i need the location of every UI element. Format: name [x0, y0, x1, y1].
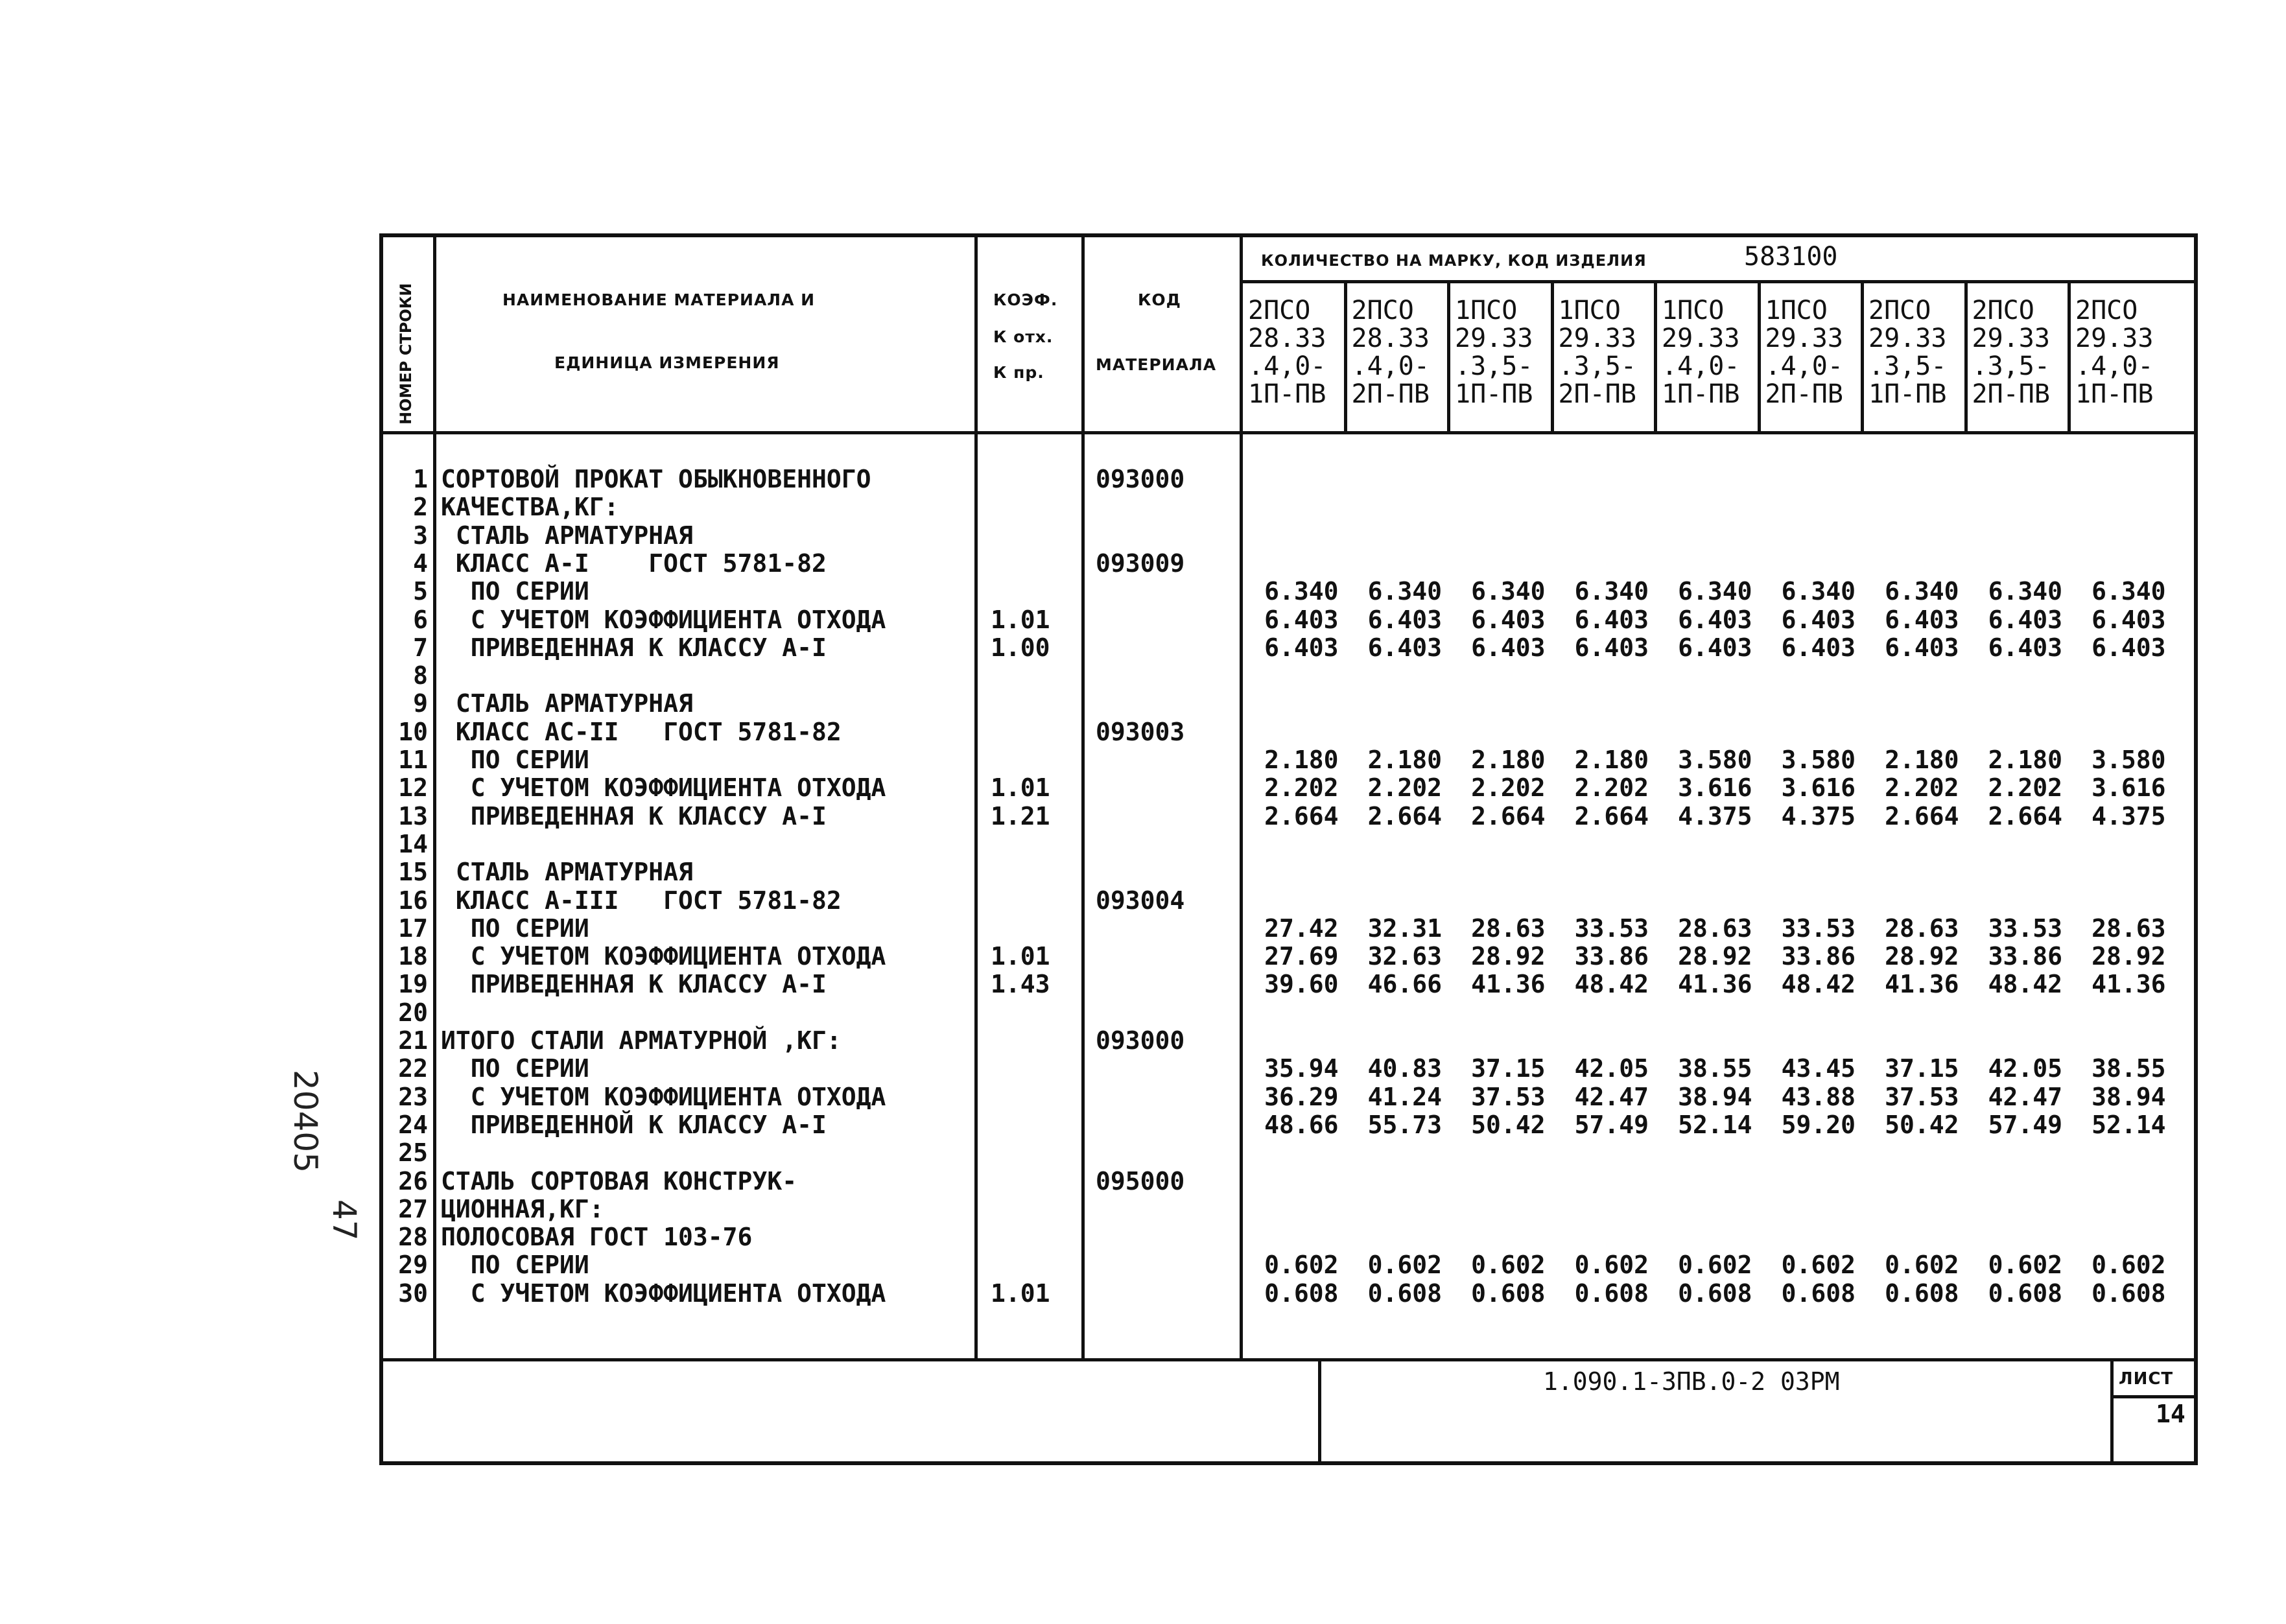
row-number: 15	[398, 858, 428, 887]
row-number: 17	[398, 913, 428, 943]
quantity-cell: 0.602	[1678, 1251, 1752, 1280]
quantity-cell: 6.403	[1885, 605, 1959, 634]
quantity-cell: 3.616	[2092, 773, 2166, 803]
quantity-cell: 6.403	[1781, 605, 1856, 634]
quantity-cell: 2.180	[1471, 746, 1546, 774]
mark-header-line: 1П-ПВ	[1455, 379, 1533, 409]
material-name: ИТОГО СТАЛИ АРМАТУРНОЙ ,КГ:	[441, 1026, 842, 1055]
quantity-cell: 0.602	[1988, 1251, 2062, 1280]
quantity-cell: 2.180	[1367, 746, 1442, 774]
header-coef-line1: КОЭФ.	[993, 290, 1058, 309]
material-name: СТАЛЬ АРМАТУРНАЯ	[441, 689, 693, 718]
quantity-cell: 37.53	[1471, 1082, 1546, 1111]
quantity-cell: 59.20	[1781, 1110, 1856, 1139]
mark-column-line	[2068, 280, 2071, 432]
mark-column-line	[1447, 280, 1450, 432]
mark-header-line: 29.33	[1662, 324, 1740, 353]
mark-column-line	[1964, 280, 1968, 432]
quantity-cell: 55.73	[1367, 1110, 1442, 1139]
material-code: 093000	[1096, 1026, 1185, 1055]
quantity-cell: 0.608	[1471, 1278, 1546, 1308]
mark-header-line: 2П-ПВ	[1972, 379, 2050, 409]
material-name: ПО СЕРИИ	[441, 1054, 589, 1083]
mark-header-line: 1П-ПВ	[1868, 379, 1947, 409]
material-name: С УЧЕТОМ КОЭФФИЦИЕНТА ОТХОДА	[441, 773, 886, 803]
quantity-cell: 2.202	[1574, 773, 1649, 803]
row-number: 30	[398, 1278, 428, 1308]
quantity-cell: 0.608	[1781, 1278, 1856, 1308]
side-stamp-inventory: 20405	[287, 1070, 324, 1173]
quantity-cell: 0.602	[1471, 1251, 1546, 1280]
mark-header-line: 2ПСО	[1351, 296, 1414, 325]
mark-header-line: .3,5-	[1455, 351, 1533, 381]
side-stamp-page: 47	[325, 1199, 363, 1241]
quantity-cell: 33.53	[1988, 913, 2062, 943]
quantity-cell: 50.42	[1885, 1110, 1959, 1139]
quantity-cell: 48.42	[1988, 970, 2062, 999]
quantity-cell: 6.340	[1264, 577, 1339, 606]
quantity-cell: 6.403	[1885, 633, 1959, 662]
quantity-cell: 0.608	[1574, 1278, 1649, 1308]
quantity-cell: 3.580	[1781, 746, 1856, 774]
material-name: ПРИВЕДЕННОЙ К КЛАССУ А-I	[441, 1110, 827, 1139]
quantity-cell: 28.92	[1471, 942, 1546, 971]
quantity-cell: 33.53	[1574, 913, 1649, 943]
quantity-cell: 2.180	[1264, 746, 1339, 774]
mark-header-line: 1П-ПВ	[1248, 379, 1326, 409]
mark-column-line	[1344, 280, 1347, 432]
quantity-cell: 6.403	[1471, 605, 1546, 634]
mark-header-line: 2П-ПВ	[1558, 379, 1636, 409]
row-number: 5	[413, 577, 428, 606]
row-number: 8	[413, 661, 428, 690]
quantity-cell: 28.63	[1471, 913, 1546, 943]
quantity-cell: 52.14	[2092, 1110, 2166, 1139]
quantity-cell: 57.49	[1574, 1110, 1649, 1139]
footer-line-sheet	[2110, 1358, 2114, 1465]
material-name: ПРИВЕДЕННАЯ К КЛАССУ А-I	[441, 970, 827, 999]
header-bottom-line	[379, 431, 2198, 434]
coefficient: 1.00	[991, 633, 1050, 662]
material-code: 093009	[1096, 548, 1185, 578]
material-code: 095000	[1096, 1166, 1185, 1195]
quantity-cell: 28.63	[2092, 913, 2166, 943]
quantity-cell: 4.375	[2092, 801, 2166, 830]
material-name: С УЧЕТОМ КОЭФФИЦИЕНТА ОТХОДА	[441, 605, 886, 634]
col-line-name	[974, 233, 978, 1361]
row-number: 21	[398, 1026, 428, 1055]
mark-header-line: 1П-ПВ	[2075, 379, 2154, 409]
mark-header-line: 28.33	[1248, 324, 1326, 353]
material-name: ЦИОННАЯ,КГ:	[441, 1194, 604, 1223]
header-coef-line2: К отх.	[993, 327, 1054, 346]
quantity-cell: 33.86	[1988, 942, 2062, 971]
quantity-cell: 42.47	[1574, 1082, 1649, 1111]
quantity-cell: 41.36	[1678, 970, 1752, 999]
header-code-line1: КОД	[1138, 290, 1181, 309]
row-number: 24	[398, 1110, 428, 1139]
coefficient: 1.01	[991, 942, 1050, 971]
quantity-cell: 41.36	[1885, 970, 1959, 999]
quantity-cell: 4.375	[1678, 801, 1752, 830]
quantity-cell: 2.180	[1885, 746, 1959, 774]
quantity-cell: 6.340	[1988, 577, 2062, 606]
row-number: 27	[398, 1194, 428, 1223]
quantity-cell: 6.403	[1678, 605, 1752, 634]
quantity-cell: 6.340	[1885, 577, 1959, 606]
quantity-cell: 6.340	[1678, 577, 1752, 606]
quantity-cell: 28.63	[1885, 913, 1959, 943]
quantity-cell: 28.92	[1885, 942, 1959, 971]
coefficient: 1.01	[991, 1278, 1050, 1308]
quantity-cell: 0.602	[1574, 1251, 1649, 1280]
mark-header-line: .3,5-	[1868, 351, 1947, 381]
mark-header-line: 29.33	[1765, 324, 1843, 353]
quantity-cell: 0.608	[2092, 1278, 2166, 1308]
quantity-cell: 2.664	[1471, 801, 1546, 830]
material-name: С УЧЕТОМ КОЭФФИЦИЕНТА ОТХОДА	[441, 1278, 886, 1308]
quantity-cell: 6.403	[1678, 633, 1752, 662]
quantity-cell: 36.29	[1264, 1082, 1339, 1111]
quantity-cell: 6.403	[1264, 605, 1339, 634]
material-name: ПО СЕРИИ	[441, 913, 589, 943]
quantity-cell: 52.14	[1678, 1110, 1752, 1139]
col-line-rowno	[433, 233, 436, 1361]
coefficient: 1.43	[991, 970, 1050, 999]
quantity-cell: 0.608	[1264, 1278, 1339, 1308]
row-number: 13	[398, 801, 428, 830]
header-name-line2: ЕДИНИЦА ИЗМЕРЕНИЯ	[554, 353, 780, 372]
row-number: 18	[398, 942, 428, 971]
quantity-cell: 35.94	[1264, 1054, 1339, 1083]
quantity-cell: 6.340	[1781, 577, 1856, 606]
header-name-line1: НАИМЕНОВАНИЕ МАТЕРИАЛА И	[502, 290, 816, 309]
quantity-cell: 37.15	[1471, 1054, 1546, 1083]
row-number: 2	[413, 493, 428, 522]
quantity-cell: 42.05	[1574, 1054, 1649, 1083]
mark-header-line: .4,0-	[2075, 351, 2154, 381]
quantity-cell: 39.60	[1264, 970, 1339, 999]
material-code: 093004	[1096, 886, 1185, 915]
header-product-code: 583100	[1744, 242, 1838, 272]
row-number: 20	[398, 998, 428, 1027]
quantity-cell: 6.403	[2092, 633, 2166, 662]
quantity-cell: 0.608	[1367, 1278, 1442, 1308]
mark-header-line: .4,0-	[1765, 351, 1843, 381]
material-name: С УЧЕТОМ КОЭФФИЦИЕНТА ОТХОДА	[441, 942, 886, 971]
row-number: 6	[413, 605, 428, 634]
qty-label-line	[1242, 280, 2198, 283]
mark-header-line: 29.33	[1455, 324, 1533, 353]
quantity-cell: 0.602	[2092, 1251, 2166, 1280]
quantity-cell: 43.45	[1781, 1054, 1856, 1083]
header-row-number: НОМЕР СТРОКИ	[397, 283, 415, 425]
quantity-cell: 3.616	[1781, 773, 1856, 803]
quantity-cell: 0.602	[1781, 1251, 1856, 1280]
coefficient: 1.01	[991, 773, 1050, 803]
quantity-cell: 6.340	[1367, 577, 1442, 606]
mark-header-line: 1П-ПВ	[1662, 379, 1740, 409]
mark-column-line	[1758, 280, 1761, 432]
quantity-cell: 41.36	[1471, 970, 1546, 999]
quantity-cell: 41.36	[2092, 970, 2166, 999]
quantity-cell: 0.602	[1367, 1251, 1442, 1280]
row-number: 3	[413, 521, 428, 550]
mark-header-line: .4,0-	[1662, 351, 1740, 381]
material-name: ПО СЕРИИ	[441, 746, 589, 774]
quantity-cell: 48.66	[1264, 1110, 1339, 1139]
row-number: 9	[413, 689, 428, 718]
quantity-cell: 2.180	[1574, 746, 1649, 774]
quantity-cell: 6.403	[1367, 605, 1442, 634]
quantity-cell: 6.403	[1471, 633, 1546, 662]
quantity-cell: 2.202	[1988, 773, 2062, 803]
footer-sheet-label: ЛИСТ	[2119, 1369, 2174, 1389]
coefficient: 1.01	[991, 605, 1050, 634]
quantity-cell: 37.53	[1885, 1082, 1959, 1111]
quantity-cell: 0.608	[1988, 1278, 2062, 1308]
row-number: 25	[398, 1138, 428, 1168]
quantity-cell: 0.608	[1885, 1278, 1959, 1308]
mark-header-line: .3,5-	[1558, 351, 1636, 381]
sheet-label-line	[2110, 1395, 2198, 1398]
material-name: ПРИВЕДЕННАЯ К КЛАССУ А-I	[441, 801, 827, 830]
mark-header-line: 1ПСО	[1662, 296, 1725, 325]
coefficient: 1.21	[991, 801, 1050, 830]
quantity-cell: 48.42	[1781, 970, 1856, 999]
quantity-cell: 57.49	[1988, 1110, 2062, 1139]
footer-doc-code: 1.090.1-3ПВ.0-2 03РМ	[1543, 1367, 1840, 1396]
row-number: 22	[398, 1054, 428, 1083]
mark-header-line: 2П-ПВ	[1351, 379, 1430, 409]
quantity-cell: 6.403	[1574, 605, 1649, 634]
header-coef-line3: К пр.	[993, 363, 1044, 382]
quantity-cell: 6.403	[1988, 633, 2062, 662]
quantity-cell: 2.664	[1264, 801, 1339, 830]
material-name: ПО СЕРИИ	[441, 577, 589, 606]
mark-header-line: .3,5-	[1972, 351, 2050, 381]
material-name: ПОЛОСОВАЯ ГОСТ 103-76	[441, 1223, 753, 1252]
row-number: 23	[398, 1082, 428, 1111]
quantity-cell: 2.180	[1988, 746, 2062, 774]
footer-top-line	[379, 1358, 2198, 1361]
quantity-cell: 2.202	[1885, 773, 1959, 803]
row-number: 11	[398, 746, 428, 774]
row-number: 10	[398, 717, 428, 746]
material-name: СТАЛЬ АРМАТУРНАЯ	[441, 521, 693, 550]
quantity-cell: 42.47	[1988, 1082, 2062, 1111]
quantity-cell: 43.88	[1781, 1082, 1856, 1111]
mark-column-line	[1654, 280, 1657, 432]
quantity-cell: 33.53	[1781, 913, 1856, 943]
quantity-cell: 0.602	[1264, 1251, 1339, 1280]
material-name: ПРИВЕДЕННАЯ К КЛАССУ А-I	[441, 633, 827, 662]
mark-column-line	[1861, 280, 1864, 432]
mark-header-line: 1ПСО	[1455, 296, 1518, 325]
material-name: СТАЛЬ АРМАТУРНАЯ	[441, 858, 693, 887]
row-number: 26	[398, 1166, 428, 1195]
quantity-cell: 27.42	[1264, 913, 1339, 943]
quantity-cell: 40.83	[1367, 1054, 1442, 1083]
quantity-cell: 46.66	[1367, 970, 1442, 999]
col-line-coef	[1081, 233, 1085, 1361]
quantity-cell: 28.92	[1678, 942, 1752, 971]
mark-header-line: 2ПСО	[2075, 296, 2138, 325]
mark-header-line: 1ПСО	[1765, 296, 1828, 325]
quantity-cell: 27.69	[1264, 942, 1339, 971]
material-name: С УЧЕТОМ КОЭФФИЦИЕНТА ОТХОДА	[441, 1082, 886, 1111]
row-number: 28	[398, 1223, 428, 1252]
quantity-cell: 6.340	[1574, 577, 1649, 606]
mark-header-line: .4,0-	[1248, 351, 1326, 381]
row-number: 12	[398, 773, 428, 803]
quantity-cell: 4.375	[1781, 801, 1856, 830]
mark-header-line: 29.33	[1558, 324, 1636, 353]
mark-header-line: 2ПСО	[1248, 296, 1311, 325]
quantity-cell: 6.340	[1471, 577, 1546, 606]
row-number: 16	[398, 886, 428, 915]
quantity-cell: 2.202	[1471, 773, 1546, 803]
quantity-cell: 0.602	[1885, 1251, 1959, 1280]
material-name: КЛАСС А-III ГОСТ 5781-82	[441, 886, 842, 915]
row-number: 14	[398, 829, 428, 858]
quantity-cell: 28.63	[1678, 913, 1752, 943]
mark-header-line: 2П-ПВ	[1765, 379, 1843, 409]
quantity-cell: 2.664	[1367, 801, 1442, 830]
mark-header-line: 29.33	[2075, 324, 2154, 353]
mark-header-line: 29.33	[1868, 324, 1947, 353]
quantity-cell: 38.94	[2092, 1082, 2166, 1111]
quantity-cell: 32.31	[1367, 913, 1442, 943]
quantity-cell: 33.86	[1781, 942, 1856, 971]
quantity-cell: 41.24	[1367, 1082, 1442, 1111]
quantity-cell: 42.05	[1988, 1054, 2062, 1083]
quantity-cell: 37.15	[1885, 1054, 1959, 1083]
material-code: 093000	[1096, 465, 1185, 493]
quantity-cell: 3.580	[2092, 746, 2166, 774]
quantity-cell: 28.92	[2092, 942, 2166, 971]
quantity-cell: 6.340	[2092, 577, 2166, 606]
quantity-cell: 38.55	[1678, 1054, 1752, 1083]
quantity-cell: 33.86	[1574, 942, 1649, 971]
quantity-cell: 3.616	[1678, 773, 1752, 803]
quantity-cell: 32.63	[1367, 942, 1442, 971]
material-name: СОРТОВОЙ ПРОКАТ ОБЫКНОВЕННОГО	[441, 465, 871, 493]
mark-column-line	[1551, 280, 1554, 432]
mark-header-line: 29.33	[1972, 324, 2050, 353]
mark-header-line: 2ПСО	[1868, 296, 1931, 325]
quantity-cell: 2.664	[1574, 801, 1649, 830]
quantity-cell: 6.403	[1367, 633, 1442, 662]
material-name: ПО СЕРИИ	[441, 1251, 589, 1280]
header-qty-label: КОЛИЧЕСТВО НА МАРКУ, КОД ИЗДЕЛИЯ	[1261, 252, 1647, 270]
quantity-cell: 38.55	[2092, 1054, 2166, 1083]
material-name: КАЧЕСТВА,КГ:	[441, 493, 619, 522]
mark-header-line: 2ПСО	[1972, 296, 2034, 325]
quantity-cell: 6.403	[1264, 633, 1339, 662]
quantity-cell: 0.608	[1678, 1278, 1752, 1308]
mark-header-line: 28.33	[1351, 324, 1430, 353]
quantity-cell: 6.403	[1988, 605, 2062, 634]
quantity-cell: 38.94	[1678, 1082, 1752, 1111]
header-code-line2: МАТЕРИАЛА	[1096, 355, 1217, 374]
material-name: КЛАСС А-I ГОСТ 5781-82	[441, 548, 827, 578]
quantity-cell: 6.403	[1781, 633, 1856, 662]
mark-header-line: .4,0-	[1351, 351, 1430, 381]
quantity-cell: 6.403	[2092, 605, 2166, 634]
row-number: 1	[413, 465, 428, 493]
quantity-cell: 2.202	[1264, 773, 1339, 803]
quantity-cell: 3.580	[1678, 746, 1752, 774]
material-code: 093003	[1096, 717, 1185, 746]
quantity-cell: 2.664	[1988, 801, 2062, 830]
row-number: 4	[413, 548, 428, 578]
quantity-cell: 50.42	[1471, 1110, 1546, 1139]
material-name: СТАЛЬ СОРТОВАЯ КОНСТРУК-	[441, 1166, 797, 1195]
footer-line-left	[1318, 1358, 1321, 1465]
row-number: 29	[398, 1251, 428, 1280]
row-number: 19	[398, 970, 428, 999]
row-number: 7	[413, 633, 428, 662]
material-name: КЛАСС АС-II ГОСТ 5781-82	[441, 717, 842, 746]
quantity-cell: 2.664	[1885, 801, 1959, 830]
footer-sheet-number: 14	[2156, 1400, 2186, 1428]
quantity-cell: 2.202	[1367, 773, 1442, 803]
quantity-cell: 48.42	[1574, 970, 1649, 999]
quantity-cell: 6.403	[1574, 633, 1649, 662]
mark-header-line: 1ПСО	[1558, 296, 1621, 325]
